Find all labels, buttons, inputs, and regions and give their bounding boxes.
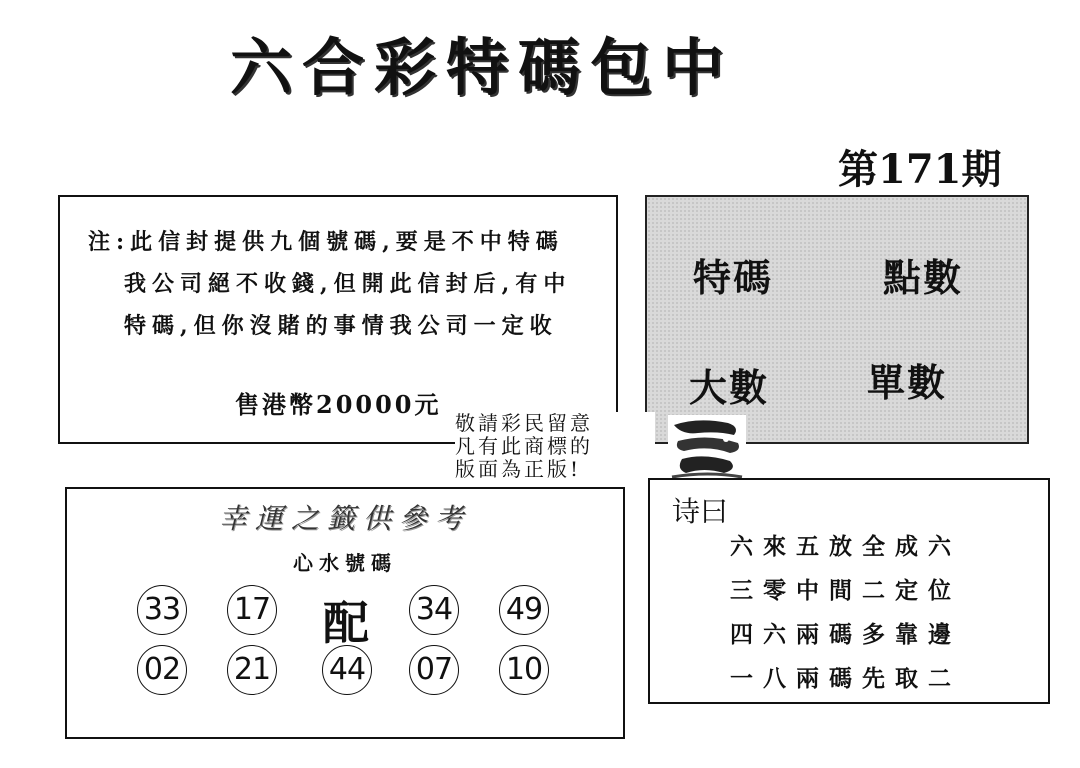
poem-line-1: 六來五放全成六 [730,533,961,560]
lucky-number: 49 [499,585,549,635]
lucky-number: 44 [322,645,372,695]
dragon-logo-icon [668,415,746,481]
lucky-number: 17 [227,585,277,635]
poem-box [648,478,1050,704]
lucky-number: 02 [137,645,187,695]
notice-box [58,195,618,444]
option-big-number: 大數 [689,366,770,410]
poem-line-4: 一八兩碼先取二 [730,665,961,692]
lucky-subheading: 心水號碼 [293,551,397,575]
lucky-number: 34 [409,585,459,635]
poem-line-2: 三零中間二定位 [730,577,961,604]
poem-line-3: 四六兩碼多靠邊 [730,621,961,648]
trademark-notice-line-1: 敬請彩民留意 [455,411,593,435]
trademark-notice-line-3: 版面為正版! [455,457,582,481]
lucky-number: 07 [409,645,459,695]
notice-line-3: 特碼,但你沒賭的事情我公司一定收 [124,313,558,339]
notice-line-1: 注:此信封提供九個號碼,要是不中特碼 [88,229,564,255]
pair-label: 配 [323,596,369,650]
notice-line-2: 我公司絕不收錢,但開此信封后,有中 [124,271,572,297]
page-title: 六合彩特碼包中 [230,31,735,104]
price-text: 售港幣20000元 [235,390,442,419]
lucky-number: 21 [227,645,277,695]
issue-number: 第171期 [838,146,1002,193]
lucky-number: 33 [137,585,187,635]
trademark-notice [455,412,655,481]
poem-title: 诗曰 [672,495,729,528]
lucky-number: 10 [499,645,549,695]
lucky-heading: 幸運之籤供參考 [218,502,471,535]
option-special-code: 特碼 [693,256,774,300]
trademark-notice-line-2: 凡有此商標的 [455,434,593,458]
option-odd-number: 單數 [867,361,948,405]
option-points: 點數 [883,256,964,300]
options-box [645,195,1029,444]
lucky-numbers-box [65,487,625,739]
